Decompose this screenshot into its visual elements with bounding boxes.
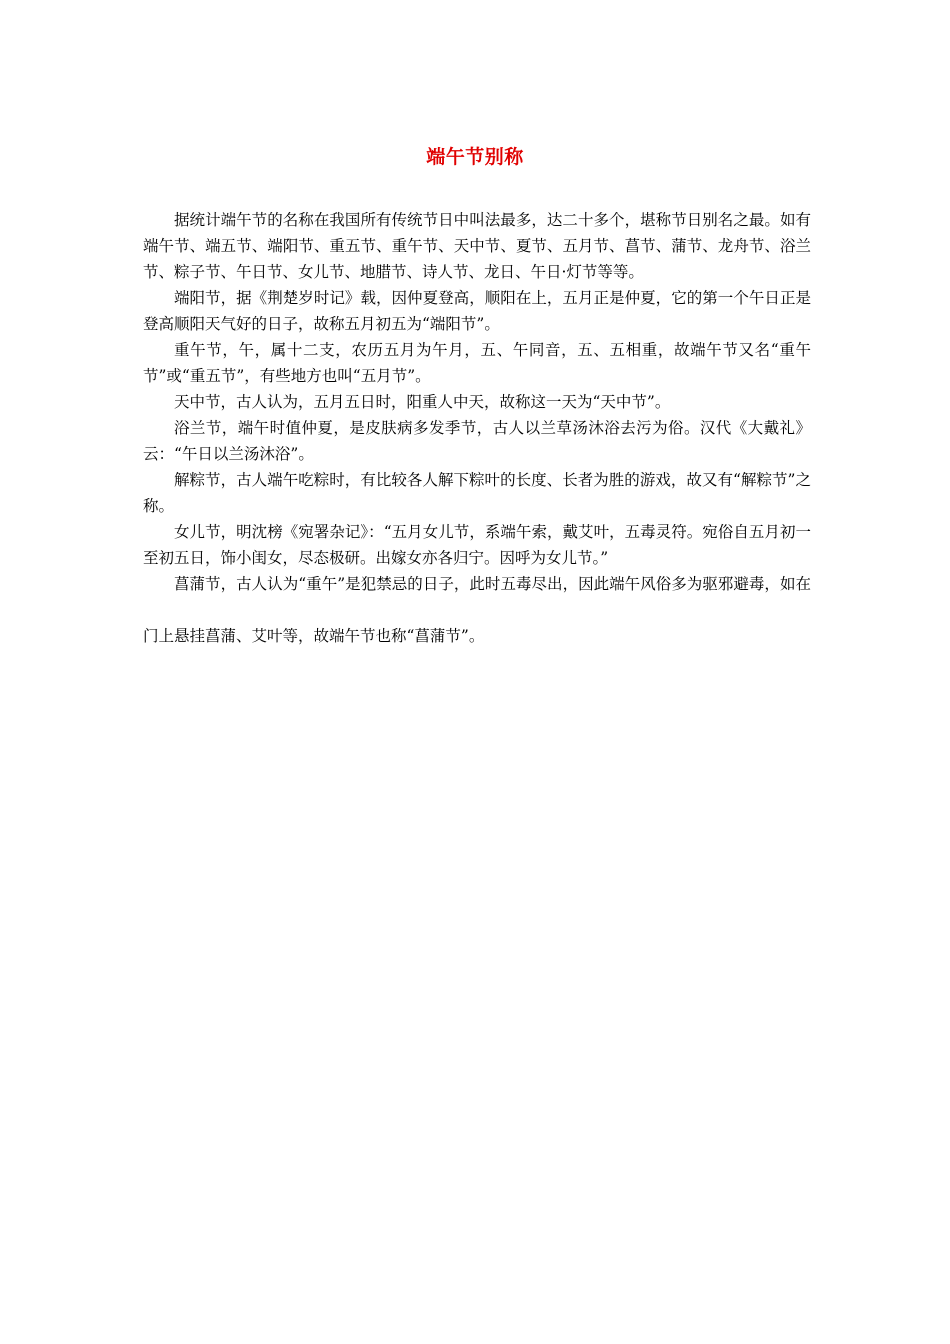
- paragraph-intro: 据统计端午节的名称在我国所有传统节日中叫法最多，达二十多个，堪称节日别名之最。如有端午节、端五节、端阳节、重五节、重午节、天中节、夏节、五月节、菖节、蒲节、龙舟节、浴兰节、粽子节、午日节、女儿节、地腊节、诗人节、龙日、午日·灯节等等。: [143, 211, 811, 281]
- document-body: [143, 207, 811, 662]
- paragraph-nver: 女儿节，明沈榜《宛署杂记》：“五月女儿节，系端午索，戴艾叶，五毒灵符。宛俗自五月初一至初五日，饰小闺女，尽态极研。出嫁女亦各归宁。因呼为女儿节。”: [143, 523, 811, 567]
- paragraph-jiezong: 解粽节，古人端午吃粽时，有比较各人解下粽叶的长度、长者为胜的游戏，故又有“解粽节”之称。: [143, 471, 811, 515]
- document-title: 端午节别称: [426, 146, 524, 168]
- paragraph-changpu: 菖蒲节，古人认为“重午”是犯禁忌的日子，此时五毒尽出，因此端午风俗多为驱邪避毒，如在门上悬挂菖蒲、艾叶等，故端午节也称“菖蒲节”。: [143, 575, 811, 645]
- paragraph-duanyang: 端阳节，据《荆楚岁时记》载，因仲夏登高，顺阳在上，五月正是仲夏，它的第一个午日正是登高顺阳天气好的日子，故称五月初五为“端阳节”。: [143, 289, 811, 333]
- paragraph-chongwu: 重午节，午，属十二支，农历五月为午月，五、午同音，五、五相重，故端午节又名“重午节”或“重五节”，有些地方也叫“五月节”。: [143, 341, 811, 385]
- paragraph-tianzhong: 天中节，古人认为，五月五日时，阳重人中天，故称这一天为“天中节”。: [174, 393, 671, 411]
- paragraph-yulan: 浴兰节，端午时值仲夏，是皮肤病多发季节，古人以兰草汤沐浴去污为俗。汉代《大戴礼》云：“午日以兰汤沐浴”。: [143, 419, 811, 463]
